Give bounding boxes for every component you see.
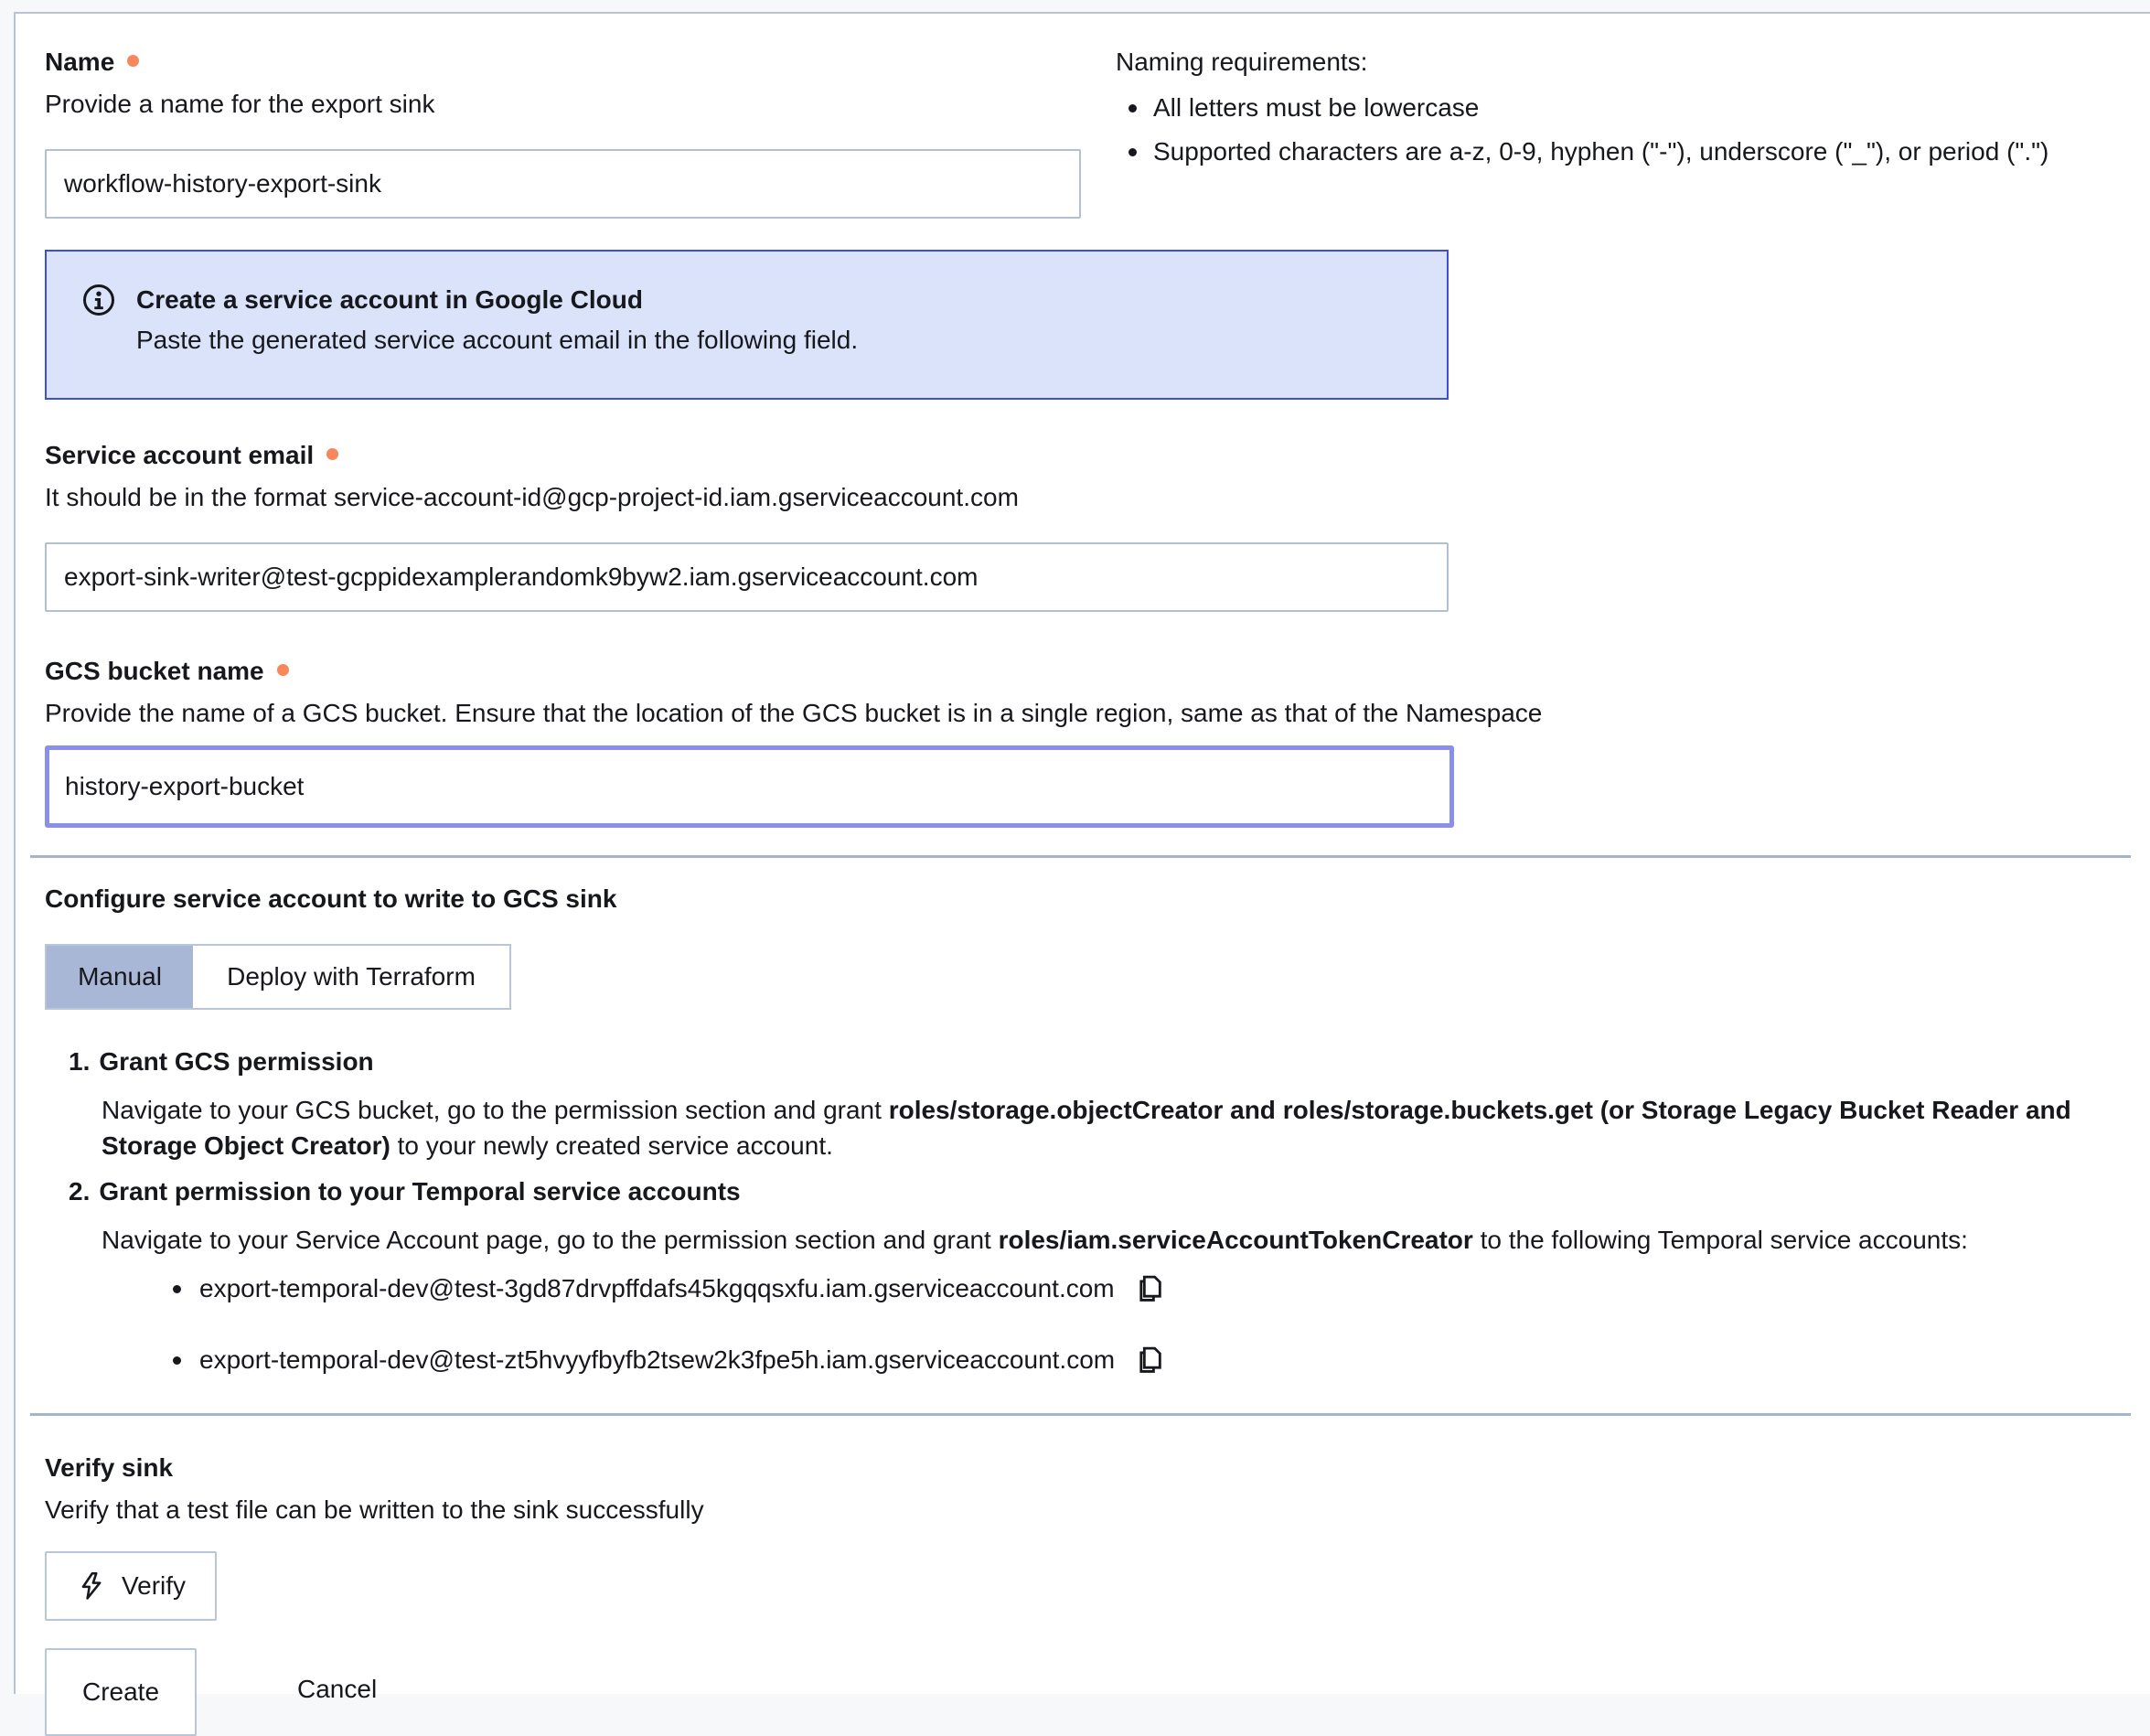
- step-description: [102, 1222, 2104, 1258]
- step-grant-gcs-permission: [45, 1046, 2108, 1163]
- service-account-description: It should be in the format service-account-id@gcp-project-id.iam.gserviceaccount.com: [45, 483, 1019, 511]
- naming-requirements: [1083, 47, 2108, 219]
- form-content: [16, 14, 2150, 1736]
- step-title-text: Grant GCS permission: [99, 1047, 374, 1076]
- form-actions: [45, 1648, 2108, 1736]
- step-grant-temporal-permission: [45, 1176, 2108, 1258]
- bucket-label: [45, 656, 2108, 687]
- section-divider: [30, 1413, 2131, 1416]
- required-dot-icon: [127, 55, 139, 67]
- step-description-text: to the following Temporal service accounts:: [1472, 1226, 1968, 1254]
- step-description-text: Navigate to your Service Account page, go to the permission section and grant: [102, 1226, 999, 1254]
- top-row: [45, 47, 2108, 219]
- tab-manual[interactable]: Manual: [47, 946, 193, 1008]
- bucket-field-group: [45, 656, 2108, 828]
- list-item: [1116, 136, 2108, 167]
- required-dot-icon: [326, 448, 338, 460]
- service-account-email-input[interactable]: [45, 542, 1449, 612]
- step-title: [69, 1046, 2108, 1077]
- verify-section-title: Verify sink: [45, 1453, 174, 1482]
- step-number: 2.: [69, 1177, 91, 1206]
- cancel-button[interactable]: Cancel: [297, 1675, 378, 1703]
- service-account-label-text: Service account email: [45, 441, 315, 469]
- name-input[interactable]: [45, 149, 1081, 219]
- name-label: [45, 47, 1083, 78]
- configure-tabs: [45, 944, 511, 1010]
- name-description: Provide a name for the export sink: [45, 90, 435, 118]
- create-button[interactable]: Create: [45, 1648, 197, 1736]
- info-banner-text: [136, 284, 858, 356]
- list-item: [1116, 92, 2108, 123]
- bucket-label-text: GCS bucket name: [45, 657, 264, 685]
- bullet-icon: [1128, 104, 1137, 113]
- name-label-text: Name: [45, 48, 115, 76]
- service-account-email: export-temporal-dev@test-3gd87drvpffdafs45kgqqsxfu.iam.gserviceaccount.com: [199, 1274, 1115, 1302]
- bullet-icon: [1128, 148, 1137, 156]
- verify-button[interactable]: [45, 1551, 217, 1621]
- step-description-roles: roles/storage.objectCreator and roles/storage.buckets.get (or Storage Legacy Bucket Reader and Storage Object Creator): [102, 1096, 2071, 1160]
- copy-button[interactable]: [1133, 1272, 1164, 1305]
- bullet-icon: [173, 1356, 181, 1365]
- service-account-label: [45, 440, 2108, 471]
- copy-button[interactable]: [1133, 1344, 1164, 1377]
- service-account-field-group: [45, 440, 2108, 612]
- naming-requirements-list: [1116, 92, 2108, 167]
- requirement-text: Supported characters are a-z, 0-9, hyphen ("-"), underscore ("_"), or period ("."): [1153, 137, 2049, 166]
- step-description-roles: roles/iam.serviceAccountTokenCreator: [998, 1226, 1473, 1254]
- name-field-group: [45, 47, 1083, 219]
- temporal-service-accounts-list: [173, 1272, 2108, 1377]
- bucket-name-input[interactable]: [45, 745, 1454, 828]
- info-icon: [81, 283, 116, 324]
- info-banner-description: Paste the generated service account email in the following field.: [136, 326, 859, 354]
- info-banner-title: Create a service account in Google Cloud: [136, 285, 643, 314]
- bullet-icon: [173, 1285, 181, 1293]
- naming-requirements-title: Naming requirements:: [1116, 48, 1368, 76]
- service-account-info-banner: [45, 250, 1449, 400]
- step-description-text: Navigate to your GCS bucket, go to the permission section and grant: [102, 1096, 889, 1124]
- required-dot-icon: [277, 664, 289, 676]
- step-number: 1.: [69, 1047, 91, 1076]
- export-sink-form-panel: [14, 12, 2150, 1706]
- verify-button-label: Verify: [122, 1571, 187, 1600]
- lightning-icon: [76, 1569, 107, 1603]
- service-account-email: export-temporal-dev@test-zt5hvyyfbyfb2tsew2k3fpe5h.iam.gserviceaccount.com: [199, 1345, 1116, 1374]
- requirement-text: All letters must be lowercase: [1153, 93, 1480, 122]
- step-title-text: Grant permission to your Temporal service accounts: [99, 1177, 741, 1206]
- section-divider: [30, 855, 2131, 858]
- step-description-text: to your newly created service account.: [390, 1131, 833, 1160]
- manual-steps: [45, 1046, 2108, 1377]
- verify-section-description: Verify that a test file can be written to the sink successfully: [45, 1495, 704, 1524]
- list-item: [173, 1344, 2108, 1377]
- step-description: [102, 1092, 2104, 1163]
- list-item: [173, 1272, 2108, 1305]
- tab-deploy-with-terraform[interactable]: Deploy with Terraform: [193, 946, 509, 1008]
- step-title: [69, 1176, 2108, 1207]
- configure-section-title: Configure service account to write to GCS sink: [45, 884, 617, 913]
- bucket-description: Provide the name of a GCS bucket. Ensure that the location of the GCS bucket is in a single region, same as that of the Namespace: [45, 699, 1543, 727]
